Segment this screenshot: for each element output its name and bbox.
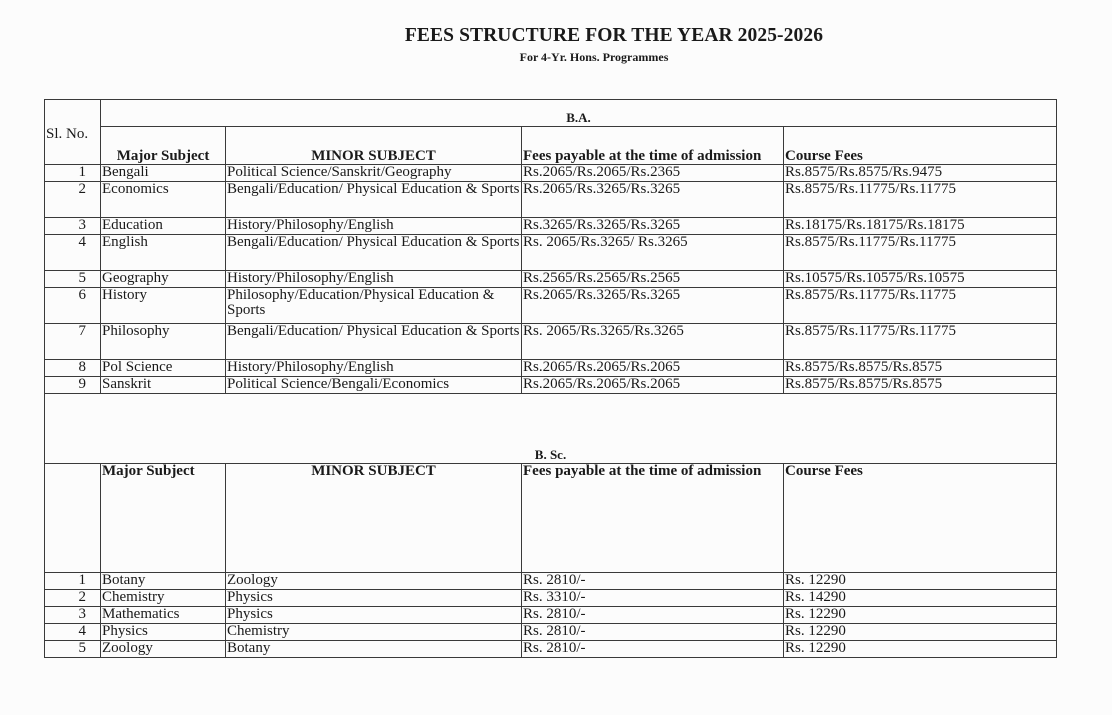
- bsc-course-header: Course Fees: [784, 464, 1057, 573]
- row-major: Economics: [101, 182, 226, 218]
- ba-course-header: Course Fees: [784, 127, 1057, 165]
- table-row: [45, 324, 1057, 360]
- row-minor: Chemistry: [226, 624, 522, 641]
- row-sl: 2: [45, 590, 101, 607]
- table-row: [45, 641, 1057, 658]
- row-major: History: [101, 288, 226, 324]
- table-row: [45, 573, 1057, 590]
- table-row: [45, 377, 1057, 394]
- row-admission-fee: Rs.2065/Rs.3265/Rs.3265: [522, 288, 784, 324]
- row-major: Mathematics: [101, 607, 226, 624]
- row-course-fee: Rs.8575/Rs.11775/Rs.11775: [784, 235, 1057, 271]
- row-minor: Political Science/Sanskrit/Geography: [226, 165, 522, 182]
- row-minor: Bengali/Education/ Physical Education & Sports: [226, 235, 522, 271]
- row-course-fee: Rs. 12290: [784, 573, 1057, 590]
- document-title: FEES STRUCTURE FOR THE YEAR 2025-2026: [404, 25, 824, 46]
- row-course-fee: Rs. 12290: [784, 607, 1057, 624]
- row-major: Botany: [101, 573, 226, 590]
- row-major: Physics: [101, 624, 226, 641]
- row-course-fee: Rs.8575/Rs.8575/Rs.9475: [784, 165, 1057, 182]
- row-sl: 5: [45, 271, 101, 288]
- row-course-fee: Rs. 14290: [784, 590, 1057, 607]
- row-minor: Bengali/Education/ Physical Education & Sports: [226, 182, 522, 218]
- row-course-fee: Rs.18175/Rs.18175/Rs.18175: [784, 218, 1057, 235]
- row-course-fee: Rs.8575/Rs.8575/Rs.8575: [784, 360, 1057, 377]
- row-minor: History/Philosophy/English: [226, 271, 522, 288]
- row-sl: 6: [45, 288, 101, 324]
- row-minor: Bengali/Education/ Physical Education & Sports: [226, 324, 522, 360]
- row-admission-fee: Rs. 3310/-: [522, 590, 784, 607]
- row-sl: 7: [45, 324, 101, 360]
- row-sl: 3: [45, 218, 101, 235]
- row-major: Bengali: [101, 165, 226, 182]
- row-admission-fee: Rs. 2065/Rs.3265/ Rs.3265: [522, 235, 784, 271]
- row-major: Geography: [101, 271, 226, 288]
- row-sl: 8: [45, 360, 101, 377]
- ba-major-header: Major Subject: [101, 127, 226, 165]
- row-minor: Botany: [226, 641, 522, 658]
- document-subtitle: For 4-Yr. Hons. Programmes: [519, 50, 669, 64]
- ba-section-title: B.A.: [101, 100, 1057, 127]
- row-sl: 3: [45, 607, 101, 624]
- bsc-sl-header-cell: [45, 464, 101, 573]
- row-major: English: [101, 235, 226, 271]
- row-course-fee: Rs.8575/Rs.11775/Rs.11775: [784, 324, 1057, 360]
- table-row: [45, 271, 1057, 288]
- row-admission-fee: Rs.2065/Rs.2065/Rs.2065: [522, 360, 784, 377]
- bsc-header-row: [45, 464, 1057, 573]
- row-course-fee: Rs. 12290: [784, 624, 1057, 641]
- table-row: [45, 607, 1057, 624]
- row-major: Philosophy: [101, 324, 226, 360]
- table-row: [45, 288, 1057, 324]
- row-sl: 4: [45, 235, 101, 271]
- row-admission-fee: Rs. 2810/-: [522, 624, 784, 641]
- row-course-fee: Rs.8575/Rs.8575/Rs.8575: [784, 377, 1057, 394]
- bsc-major-header: Major Subject: [101, 464, 226, 573]
- fees-table: [44, 99, 1057, 658]
- row-admission-fee: Rs.2565/Rs.2565/Rs.2565: [522, 271, 784, 288]
- row-course-fee: Rs. 12290: [784, 641, 1057, 658]
- row-sl: 1: [45, 573, 101, 590]
- table-row: [45, 218, 1057, 235]
- row-sl: 9: [45, 377, 101, 394]
- sl-no-header-cell: [45, 100, 101, 165]
- row-admission-fee: Rs.2065/Rs.3265/Rs.3265: [522, 182, 784, 218]
- table-row: [45, 590, 1057, 607]
- bsc-section-title-row: [45, 394, 1057, 464]
- row-minor: Zoology: [226, 573, 522, 590]
- row-major: Chemistry: [101, 590, 226, 607]
- bsc-admission-header: Fees payable at the time of admission: [522, 464, 784, 573]
- table-row: [45, 182, 1057, 218]
- row-course-fee: Rs.8575/Rs.11775/Rs.11775: [784, 288, 1057, 324]
- row-admission-fee: Rs.3265/Rs.3265/Rs.3265: [522, 218, 784, 235]
- row-major: Pol Science: [101, 360, 226, 377]
- row-admission-fee: Rs. 2065/Rs.3265/Rs.3265: [522, 324, 784, 360]
- row-minor: Philosophy/Education/Physical Education & Sports: [226, 288, 522, 324]
- row-major: Education: [101, 218, 226, 235]
- ba-admission-header: Fees payable at the time of admission: [522, 127, 784, 165]
- row-admission-fee: Rs. 2810/-: [522, 641, 784, 658]
- ba-minor-header: MINOR SUBJECT: [226, 127, 522, 165]
- row-sl: 1: [45, 165, 101, 182]
- row-minor: Physics: [226, 607, 522, 624]
- sl-no-header: Sl. No.: [46, 126, 89, 142]
- row-minor: History/Philosophy/English: [226, 218, 522, 235]
- row-minor: Physics: [226, 590, 522, 607]
- table-row: [45, 235, 1057, 271]
- bsc-minor-header: MINOR SUBJECT: [226, 464, 522, 573]
- table-row: [45, 165, 1057, 182]
- row-course-fee: Rs.8575/Rs.11775/Rs.11775: [784, 182, 1057, 218]
- row-major: Zoology: [101, 641, 226, 658]
- row-sl: 2: [45, 182, 101, 218]
- ba-section-title-row: [45, 100, 1057, 127]
- table-row: [45, 360, 1057, 377]
- row-sl: 5: [45, 641, 101, 658]
- row-admission-fee: Rs. 2810/-: [522, 607, 784, 624]
- bsc-section-title: B. Sc.: [45, 394, 1057, 464]
- row-minor: History/Philosophy/English: [226, 360, 522, 377]
- table-row: [45, 624, 1057, 641]
- row-admission-fee: Rs.2065/Rs.2065/Rs.2065: [522, 377, 784, 394]
- row-course-fee: Rs.10575/Rs.10575/Rs.10575: [784, 271, 1057, 288]
- row-major: Sanskrit: [101, 377, 226, 394]
- ba-header-row: [45, 127, 1057, 165]
- row-minor: Political Science/Bengali/Economics: [226, 377, 522, 394]
- row-admission-fee: Rs.2065/Rs.2065/Rs.2365: [522, 165, 784, 182]
- row-admission-fee: Rs. 2810/-: [522, 573, 784, 590]
- row-sl: 4: [45, 624, 101, 641]
